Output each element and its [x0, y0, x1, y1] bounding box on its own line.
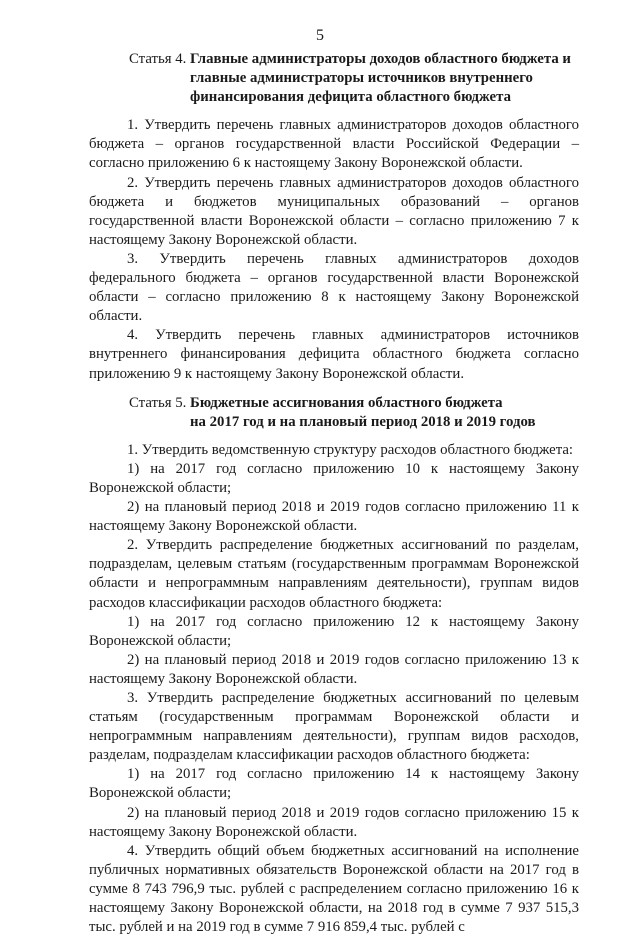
article-4-paragraph-1: 1. Утвердить перечень главных администраторов доходов областного бюджета – органов государственной власти Российской Федерации – согласно приложению 6 к настоящему Закону Воронежской области. [89, 117, 579, 172]
article-5-paragraph-10: 4. Утвердить общий объем бюджетных ассигнований на исполнение публичных нормативных обязательств Воронежской области на 2017 год в сумме 8 743 796,9 тыс. рублей с распределением согласно приложению 16 к настоящему Закону Воронежской области, на 2018 год в сумме 7 937 515,3 тыс. рублей и на 2019 год в сумме 7 916 859,4 тыс. рублей с [89, 842, 579, 936]
article-4-number: Статья 4. [129, 51, 191, 67]
article-5-title-line-1: Бюджетные ассигнования областного бюджета [190, 394, 503, 411]
article-5-paragraph-9: 2) на плановый период 2018 и 2019 годов согласно приложению 15 к настоящему Закону Воронежской области. [89, 804, 579, 840]
article-4-heading [89, 50, 579, 107]
article-5-heading [89, 394, 579, 432]
article-5-paragraph-2: 1) на 2017 год согласно приложению 10 к настоящему Закону Воронежской области; [89, 460, 579, 496]
article-5-paragraph-5: 1) на 2017 год согласно приложению 12 к настоящему Закону Воронежской области; [89, 613, 579, 649]
document-body [89, 50, 579, 937]
page-number: 5 [316, 27, 324, 44]
article-5-paragraph-6: 2) на плановый период 2018 и 2019 годов согласно приложению 13 к настоящему Закону Воронежской области. [89, 651, 579, 687]
article-5-paragraph-1: 1. Утвердить ведомственную структуру расходов областного бюджета: [127, 441, 574, 458]
article-4-paragraph-4: 4. Утвердить перечень главных администраторов источников внутреннего финансирования дефицита областного бюджета согласно приложению 9 к настоящему Закону Воронежской области. [89, 327, 579, 382]
article-5-paragraph-7: 3. Утвердить распределение бюджетных ассигнований по целевым статьям (государственным программам Воронежской области и непрограммным направлениям деятельности), группам видов расходов, разделам, подразделам классификации расходов областного бюджета: [89, 690, 579, 764]
article-4-paragraph-3: 3. Утвердить перечень главных администраторов доходов федерального бюджета – органов государственной власти Воронежской области – согласно приложению 8 к настоящему Закону Воронежской области. [89, 250, 579, 325]
article-5-paragraph-8: 1) на 2017 год согласно приложению 14 к настоящему Закону Воронежской области; [89, 766, 579, 802]
article-5-number: Статья 5. [129, 394, 191, 411]
article-4-paragraph-2: 2. Утвердить перечень главных администраторов доходов областного бюджета и бюджетов муниципальных образований – органов государственной власти Воронежской области – согласно приложению 7 к настоящему Закону Воронежской области. [89, 174, 579, 248]
article-5-title [190, 394, 579, 432]
article-5-paragraph-4: 2. Утвердить распределение бюджетных ассигнований по разделам, подразделам, целевым статьям (государственным программам Воронежской области и непрограммным направлениям деятельности), группам видов расходов классификации расходов областного бюджета: [89, 537, 579, 611]
article-5-paragraph-3: 2) на плановый период 2018 и 2019 годов согласно приложению 11 к настоящему Закону Воронежской области. [89, 499, 579, 535]
article-5-title-line-2: на 2017 год и на плановый период 2018 и 2019 годов [190, 413, 536, 430]
article-4-title: Главные администраторы доходов областного бюджета и главные администраторы источников внутреннего финансирования дефицита областного бюджета [190, 51, 571, 106]
